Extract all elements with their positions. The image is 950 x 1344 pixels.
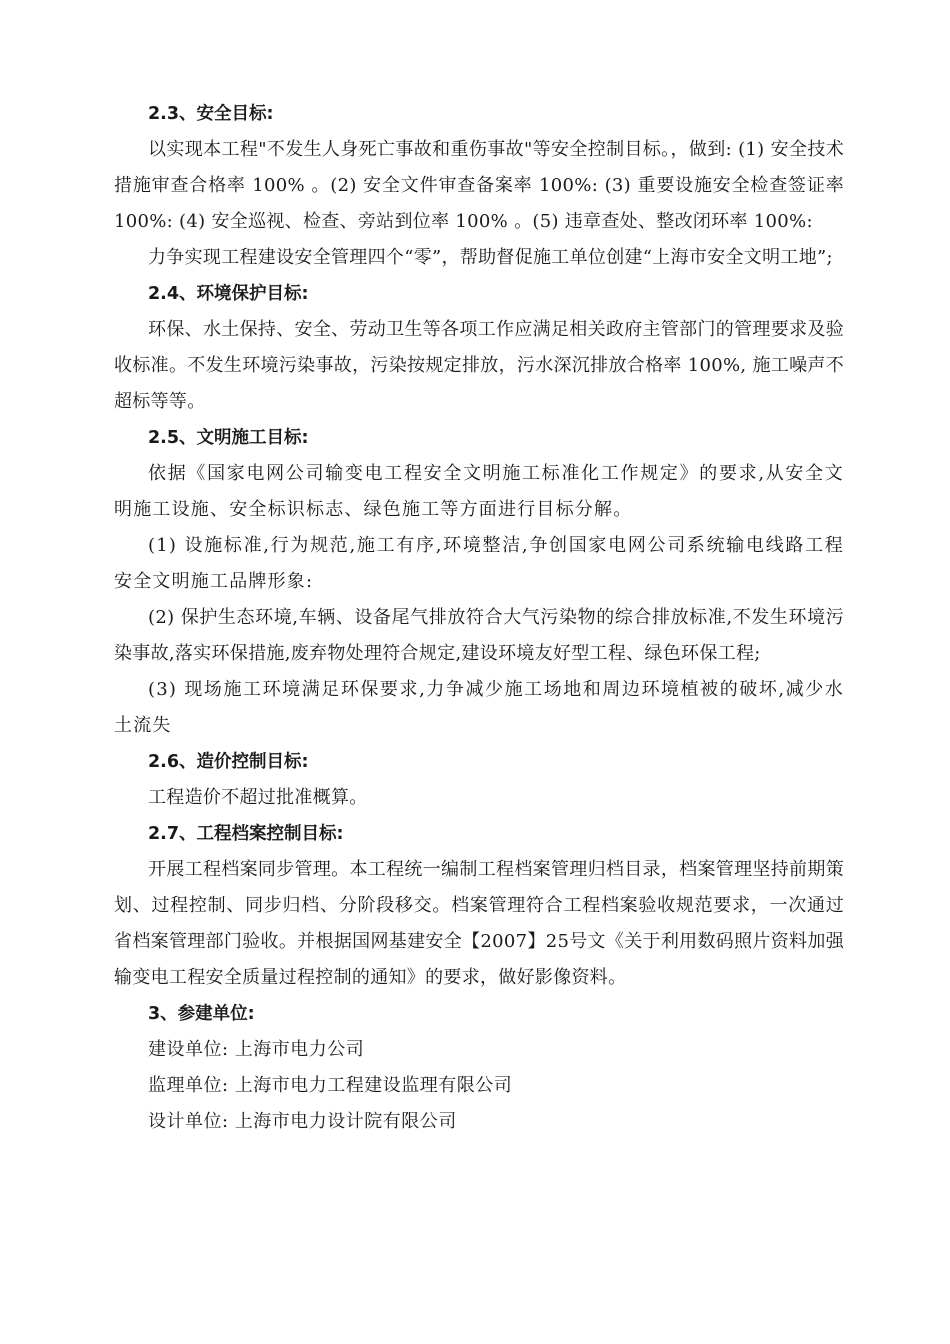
civilized-construction-paragraph: 依据《国家电网公司输变电工程安全文明施工标准化工作规定》的要求,从安全文明施工设施、安全标识标志、绿色施工等方面进行目标分解。 [114,463,844,520]
cost-control-paragraph: 工程造价不超过批准概算。 [148,787,368,808]
supervision-unit-line: 监理单位: 上海市电力工程建设监理有限公司 [148,1075,513,1096]
safety-goal-paragraph: 以实现本工程"不发生人身死亡事故和重伤事故"等安全控制目标。，做到: (1) 安全技术措施审查合格率 100% 。(2) 安全文件审查备案率 100%: (3) 重要设施安全检查签证率 100%: (4) 安全巡视、检查、旁站到位率 100% 。(5) 违章查处、整改闭环率 100%: [114,139,844,232]
section-heading-2-5: 2.5、文明施工目标: [148,428,309,448]
civilized-item-3: (3) 现场施工环境满足环保要求,力争减少施工场地和周边环境植被的破坏,减少水土流失 [114,679,844,736]
section-heading-2-6: 2.6、造价控制目标: [148,752,309,772]
environment-goal-paragraph: 环保、水土保持、安全、劳动卫生等各项工作应满足相关政府主管部门的管理要求及验收标准。不发生环境污染事故，污染按规定排放，污水深沉排放合格率 100%, 施工噪声不超标等等。 [114,319,844,412]
design-unit-line: 设计单位: 上海市电力设计院有限公司 [148,1111,457,1132]
civilized-item-2: (2) 保护生态环境,车辆、设备尾气排放符合大气污染物的综合排放标准,不发生环境污染事故,落实环保措施,废弃物处理符合规定,建设环境友好型工程、绿色环保工程; [114,607,844,664]
section-heading-2-7: 2.7、工程档案控制目标: [148,824,344,844]
section-heading-3: 3、参建单位: [148,1004,255,1024]
document-body [114,96,844,1140]
safety-zero-paragraph: 力争实现工程建设安全管理四个“零”，帮助督促施工单位创建“上海市安全文明工地”; [148,247,833,268]
section-heading-2-4: 2.4、环境保护目标: [148,284,309,304]
civilized-item-1: (1) 设施标准,行为规范,施工有序,环境整洁,争创国家电网公司系统输电线路工程安全文明施工品牌形象: [114,535,844,592]
construction-unit-line: 建设单位: 上海市电力公司 [148,1039,365,1060]
section-heading-2-3: 2.3、安全目标: [148,104,274,124]
archive-control-paragraph: 开展工程档案同步管理。本工程统一编制工程档案管理归档目录，档案管理坚持前期策划、过程控制、同步归档、分阶段移交。档案管理符合工程档案验收规范要求，一次通过省档案管理部门验收。并根据国网基建安全【2007】25号文《关于利用数码照片资料加强输变电工程安全质量过程控制的通知》的要求，做好影像资料。 [114,859,844,988]
